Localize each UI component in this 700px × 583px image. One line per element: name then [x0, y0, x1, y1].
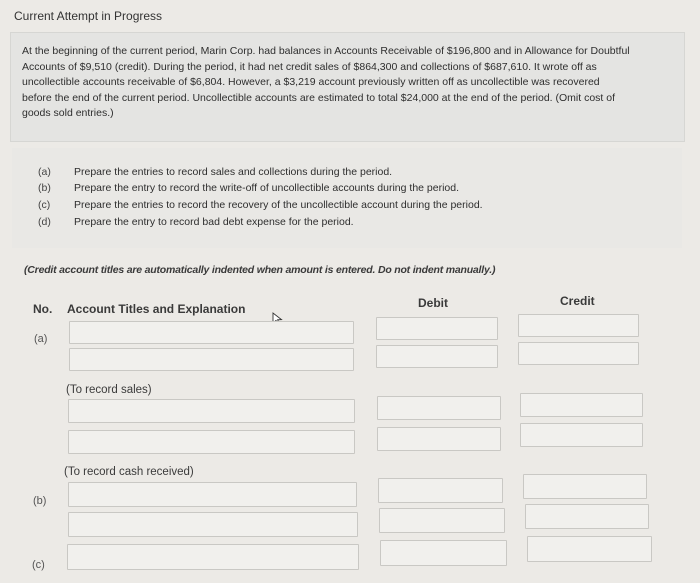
column-header-no: No. [33, 302, 53, 316]
credit-input[interactable] [525, 504, 649, 529]
part-c [38, 199, 483, 211]
part-letter: (b) [38, 182, 51, 194]
problem-line: before the end of the current period. Uncollectible accounts are estimated to total $24,000 at the end of the period. (Omit cost of [22, 91, 616, 104]
account-title-input[interactable] [68, 512, 358, 537]
credit-input[interactable] [523, 474, 647, 499]
account-title-input[interactable] [68, 430, 355, 454]
parts-box [12, 148, 682, 248]
credit-input[interactable] [518, 314, 639, 337]
part-letter: (d) [38, 216, 51, 228]
column-header-account: Account Titles and Explanation [67, 302, 246, 316]
problem-text [22, 44, 672, 122]
debit-input[interactable] [376, 345, 498, 368]
credit-input[interactable] [520, 423, 643, 447]
memo-to-record-sales: (To record sales) [66, 384, 152, 396]
column-header-debit: Debit [418, 296, 448, 310]
debit-input[interactable] [376, 317, 498, 340]
part-text: Prepare the entry to record bad debt expense for the period. [74, 216, 354, 228]
part-text: Prepare the entries to record sales and collections during the period. [74, 166, 393, 178]
debit-input[interactable] [377, 396, 501, 420]
problem-line: At the beginning of the current period, Marin Corp. had balances in Accounts Receivable of $196,800 and in Allowance for Doubtful [22, 45, 630, 57]
part-d [38, 216, 354, 228]
part-b [38, 182, 459, 194]
debit-input[interactable] [379, 508, 505, 533]
part-text: Prepare the entries to record the recovery of the uncollectible account during the period. [74, 199, 483, 211]
credit-input[interactable] [527, 536, 652, 562]
memo-to-record-cash-received: (To record cash received) [64, 466, 194, 478]
account-title-input[interactable] [67, 544, 359, 570]
credit-input[interactable] [520, 393, 643, 417]
row-label-a: (a) [34, 333, 48, 345]
debit-input[interactable] [380, 540, 507, 566]
problem-line: goods sold entries.) [22, 107, 114, 119]
debit-input[interactable] [377, 427, 501, 451]
row-label-c: (c) [32, 559, 45, 571]
header-title: Current Attempt in Progress [14, 9, 163, 23]
instruction-text: (Credit account titles are automatically indented when amount is entered. Do not indent manually.) [24, 264, 496, 276]
part-letter: (a) [38, 166, 51, 178]
account-title-input[interactable] [68, 399, 355, 423]
account-title-input[interactable] [69, 348, 354, 371]
column-header-credit: Credit [560, 294, 595, 308]
credit-input[interactable] [518, 342, 639, 365]
account-title-input[interactable] [69, 321, 354, 344]
part-text: Prepare the entry to record the write-off of uncollectible accounts during the period. [74, 182, 460, 194]
part-letter: (c) [38, 199, 51, 211]
problem-line: uncollectible accounts receivable of $6,804. However, a $3,219 account previously written off as uncollectible was recovered [22, 76, 600, 88]
problem-line: Accounts of $9,510 (credit). During the period, it had net credit sales of $864,300 and collections of $687,610. It wrote off as [22, 60, 597, 73]
row-label-b: (b) [33, 495, 47, 507]
debit-input[interactable] [378, 478, 503, 503]
account-title-input[interactable] [68, 482, 357, 507]
part-a [38, 166, 392, 178]
